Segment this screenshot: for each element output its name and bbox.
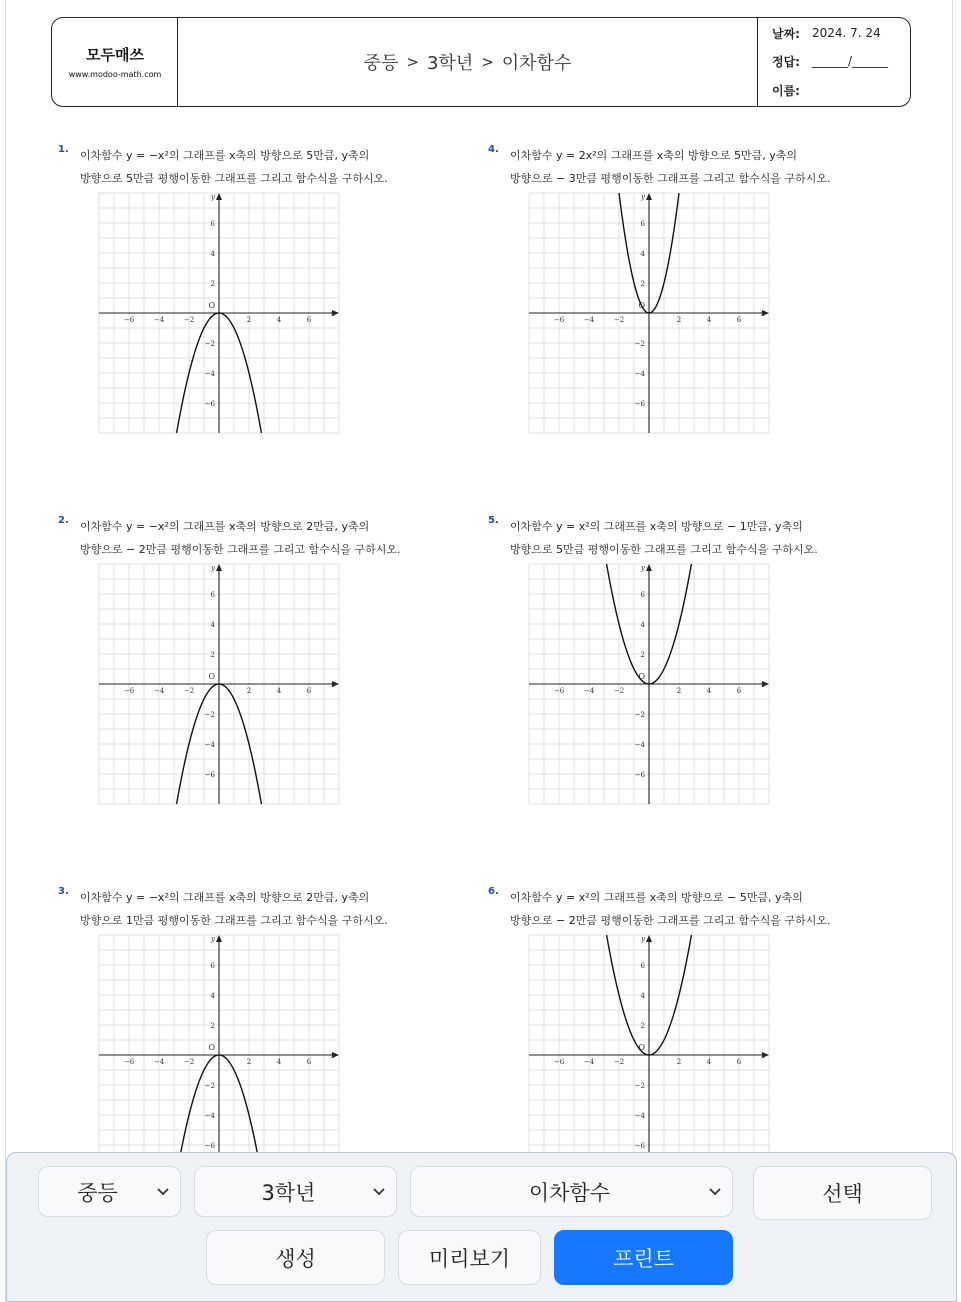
y-axis-label: y — [211, 193, 215, 201]
x-tick-label: −6 — [553, 316, 565, 324]
problem-line-2: 방향으로 − 3만큼 평행이동한 그래프를 그리고 함수식을 구하시오. — [510, 172, 831, 185]
y-axis-arrow — [216, 564, 222, 571]
chevron-down-icon — [362, 1187, 396, 1197]
x-tick-label: 6 — [736, 687, 742, 695]
x-tick-label: 6 — [736, 1058, 742, 1066]
problem-number: 2. — [58, 515, 69, 526]
breadcrumb-level: 중등 — [363, 53, 399, 74]
y-tick-label: 4 — [210, 992, 215, 1000]
x-tick-label: −6 — [123, 1058, 135, 1066]
x-tick-label: 4 — [706, 687, 712, 695]
y-axis-label: y — [641, 935, 645, 943]
x-tick-label: −2 — [183, 316, 195, 324]
y-tick-label: −2 — [634, 711, 645, 719]
y-tick-label: −6 — [634, 1142, 645, 1150]
coordinate-grid — [98, 192, 340, 434]
date-label: 날짜: — [772, 26, 800, 41]
y-axis-label: y — [211, 564, 215, 572]
origin-label: O — [208, 1043, 215, 1052]
level-select[interactable] — [38, 1166, 181, 1217]
origin-label: O — [638, 301, 645, 310]
y-tick-label: 4 — [640, 621, 645, 629]
x-tick-label: −2 — [183, 1058, 195, 1066]
grid-svg — [528, 563, 770, 805]
topic-select-value: 이차함수 — [528, 1180, 611, 1205]
x-axis-label: x — [331, 681, 335, 689]
x-tick-label: −2 — [613, 687, 625, 695]
chevron-down-icon — [146, 1187, 180, 1197]
y-tick-label: −2 — [204, 711, 215, 719]
x-tick-label: −2 — [613, 316, 625, 324]
y-tick-label: 2 — [640, 651, 645, 659]
x-tick-label: 4 — [276, 687, 282, 695]
x-axis-label: x — [761, 681, 765, 689]
breadcrumb-grade: 3학년 — [426, 53, 474, 74]
y-tick-label: −6 — [204, 1142, 215, 1150]
logo-box — [52, 18, 178, 106]
coordinate-grid — [98, 934, 340, 1176]
y-tick-label: −2 — [634, 1082, 645, 1090]
sheet-edge-right — [952, 0, 953, 1302]
y-tick-label: −6 — [204, 400, 215, 408]
x-tick-label: −4 — [583, 316, 595, 324]
origin-label: O — [208, 672, 215, 681]
y-tick-label: 6 — [210, 591, 215, 599]
y-tick-label: 4 — [640, 250, 645, 258]
problem-text — [80, 144, 480, 190]
problem-line-2: 방향으로 5만큼 평행이동한 그래프를 그리고 함수식을 구하시오. — [80, 172, 388, 185]
date-row — [772, 23, 912, 43]
problem-number: 4. — [488, 144, 499, 155]
name-label: 이름: — [772, 83, 800, 98]
y-tick-label: 2 — [210, 1022, 215, 1030]
answer-label: 정답: — [772, 54, 800, 69]
grade-select[interactable] — [194, 1166, 397, 1217]
y-tick-label: −6 — [204, 771, 215, 779]
coordinate-grid — [98, 563, 340, 805]
grid-svg — [98, 934, 340, 1176]
coordinate-grid — [528, 934, 770, 1176]
logo-title: 모두매쓰 — [86, 46, 144, 64]
select-button[interactable]: 선택 — [753, 1166, 932, 1220]
y-tick-label: 4 — [640, 992, 645, 1000]
y-axis-arrow — [216, 935, 222, 942]
x-tick-label: −6 — [553, 1058, 565, 1066]
topic-select[interactable] — [410, 1166, 733, 1217]
preview-button[interactable]: 미리보기 — [398, 1230, 541, 1285]
problem-number: 5. — [488, 515, 499, 526]
y-tick-label: −4 — [634, 741, 645, 749]
x-axis-label: x — [331, 1052, 335, 1060]
y-tick-label: 4 — [210, 250, 215, 258]
problem-line-1: 이차함수 y = −x²의 그래프를 x축의 방향으로 2만큼, y축의 — [80, 520, 370, 533]
grid-svg — [98, 563, 340, 805]
breadcrumb-topic: 이차함수 — [501, 53, 572, 74]
x-tick-label: −4 — [153, 316, 165, 324]
x-tick-label: 2 — [676, 687, 682, 695]
problem-line-1: 이차함수 y = x²의 그래프를 x축의 방향으로 − 1만큼, y축의 — [510, 520, 803, 533]
y-axis-label: y — [641, 193, 645, 201]
x-tick-label: 4 — [706, 1058, 712, 1066]
y-tick-label: −2 — [634, 340, 645, 348]
y-tick-label: 2 — [210, 280, 215, 288]
y-tick-label: 6 — [640, 220, 645, 228]
chevron-down-icon — [698, 1187, 732, 1197]
worksheet-header — [51, 17, 911, 107]
problem-number: 1. — [58, 144, 69, 155]
x-tick-label: 2 — [246, 687, 252, 695]
answer-row — [772, 51, 912, 71]
control-panel — [6, 1152, 957, 1302]
problem-line-1: 이차함수 y = 2x²의 그래프를 x축의 방향으로 5만큼, y축의 — [510, 149, 798, 162]
problem-line-2: 방향으로 5만큼 평행이동한 그래프를 그리고 함수식을 구하시오. — [510, 543, 818, 556]
x-tick-label: −4 — [153, 1058, 165, 1066]
problem-line-2: 방향으로 1만큼 평행이동한 그래프를 그리고 함수식을 구하시오. — [80, 914, 388, 927]
answer-value: ______/______ — [812, 54, 889, 68]
x-tick-label: 2 — [676, 1058, 682, 1066]
y-tick-label: 6 — [210, 962, 215, 970]
y-axis-arrow — [646, 193, 652, 200]
y-tick-label: −2 — [204, 340, 215, 348]
y-axis-arrow — [646, 935, 652, 942]
y-tick-label: 6 — [640, 962, 645, 970]
x-tick-label: −6 — [123, 316, 135, 324]
grid-svg — [98, 192, 340, 434]
grid-svg — [528, 934, 770, 1176]
coordinate-grid — [528, 563, 770, 805]
x-tick-label: −6 — [123, 687, 135, 695]
problem-text — [80, 886, 480, 932]
y-axis-arrow — [216, 193, 222, 200]
coordinate-grid — [528, 192, 770, 434]
y-tick-label: −4 — [204, 741, 215, 749]
x-tick-label: −4 — [583, 687, 595, 695]
x-tick-label: −2 — [613, 1058, 625, 1066]
x-tick-label: 6 — [306, 687, 312, 695]
y-tick-label: 4 — [210, 621, 215, 629]
x-tick-label: 6 — [306, 316, 312, 324]
y-tick-label: −2 — [204, 1082, 215, 1090]
problem-number: 6. — [488, 886, 499, 897]
y-tick-label: −4 — [204, 370, 215, 378]
problem-line-1: 이차함수 y = −x²의 그래프를 x축의 방향으로 5만큼, y축의 — [80, 149, 370, 162]
problem-text — [510, 886, 910, 932]
problem-text — [510, 144, 910, 190]
y-tick-label: 6 — [210, 220, 215, 228]
y-tick-label: 2 — [210, 651, 215, 659]
problem-line-2: 방향으로 − 2만큼 평행이동한 그래프를 그리고 함수식을 구하시오. — [80, 543, 401, 556]
problem-number: 3. — [58, 886, 69, 897]
y-tick-label: −4 — [204, 1112, 215, 1120]
y-tick-label: −4 — [634, 1112, 645, 1120]
breadcrumb-separator: > — [481, 53, 494, 71]
y-tick-label: 2 — [640, 1022, 645, 1030]
x-tick-label: −6 — [553, 687, 565, 695]
y-axis-label: y — [641, 564, 645, 572]
y-axis-arrow — [646, 564, 652, 571]
x-tick-label: 6 — [736, 316, 742, 324]
y-axis-label: y — [211, 935, 215, 943]
x-tick-label: −4 — [153, 687, 165, 695]
x-axis-label: x — [761, 310, 765, 318]
y-tick-label: −6 — [634, 771, 645, 779]
problem-line-1: 이차함수 y = −x²의 그래프를 x축의 방향으로 2만큼, y축의 — [80, 891, 370, 904]
x-tick-label: 6 — [306, 1058, 312, 1066]
level-select-value: 중등 — [77, 1180, 118, 1205]
x-tick-label: 2 — [246, 1058, 252, 1066]
x-tick-label: 2 — [676, 316, 682, 324]
problem-text — [510, 515, 910, 561]
origin-label: O — [638, 672, 645, 681]
breadcrumb — [178, 18, 758, 106]
print-button[interactable]: 프린트 — [554, 1230, 733, 1285]
x-axis-label: x — [331, 310, 335, 318]
generate-button[interactable]: 생성 — [206, 1230, 385, 1285]
y-tick-label: −4 — [634, 370, 645, 378]
grade-select-value: 3학년 — [261, 1180, 316, 1205]
meta-info — [772, 18, 912, 106]
x-tick-label: 4 — [276, 316, 282, 324]
problem-line-2: 방향으로 − 2만큼 평행이동한 그래프를 그리고 함수식을 구하시오. — [510, 914, 831, 927]
origin-label: O — [208, 301, 215, 310]
x-tick-label: 2 — [246, 316, 252, 324]
problem-text — [80, 515, 480, 561]
x-axis-label: x — [761, 1052, 765, 1060]
logo-url: www.modoo-math.com — [68, 70, 162, 79]
grid-svg — [528, 192, 770, 434]
breadcrumb-separator: > — [406, 53, 419, 71]
x-tick-label: 4 — [276, 1058, 282, 1066]
y-tick-label: −6 — [634, 400, 645, 408]
y-tick-label: 6 — [640, 591, 645, 599]
name-row — [772, 80, 912, 100]
problem-line-1: 이차함수 y = x²의 그래프를 x축의 방향으로 − 5만큼, y축의 — [510, 891, 803, 904]
x-tick-label: −2 — [183, 687, 195, 695]
x-tick-label: −4 — [583, 1058, 595, 1066]
y-tick-label: 2 — [640, 280, 645, 288]
x-tick-label: 4 — [706, 316, 712, 324]
origin-label: O — [638, 1043, 645, 1052]
date-value: 2024. 7. 24 — [812, 26, 881, 40]
sheet-edge-left — [5, 0, 6, 1302]
